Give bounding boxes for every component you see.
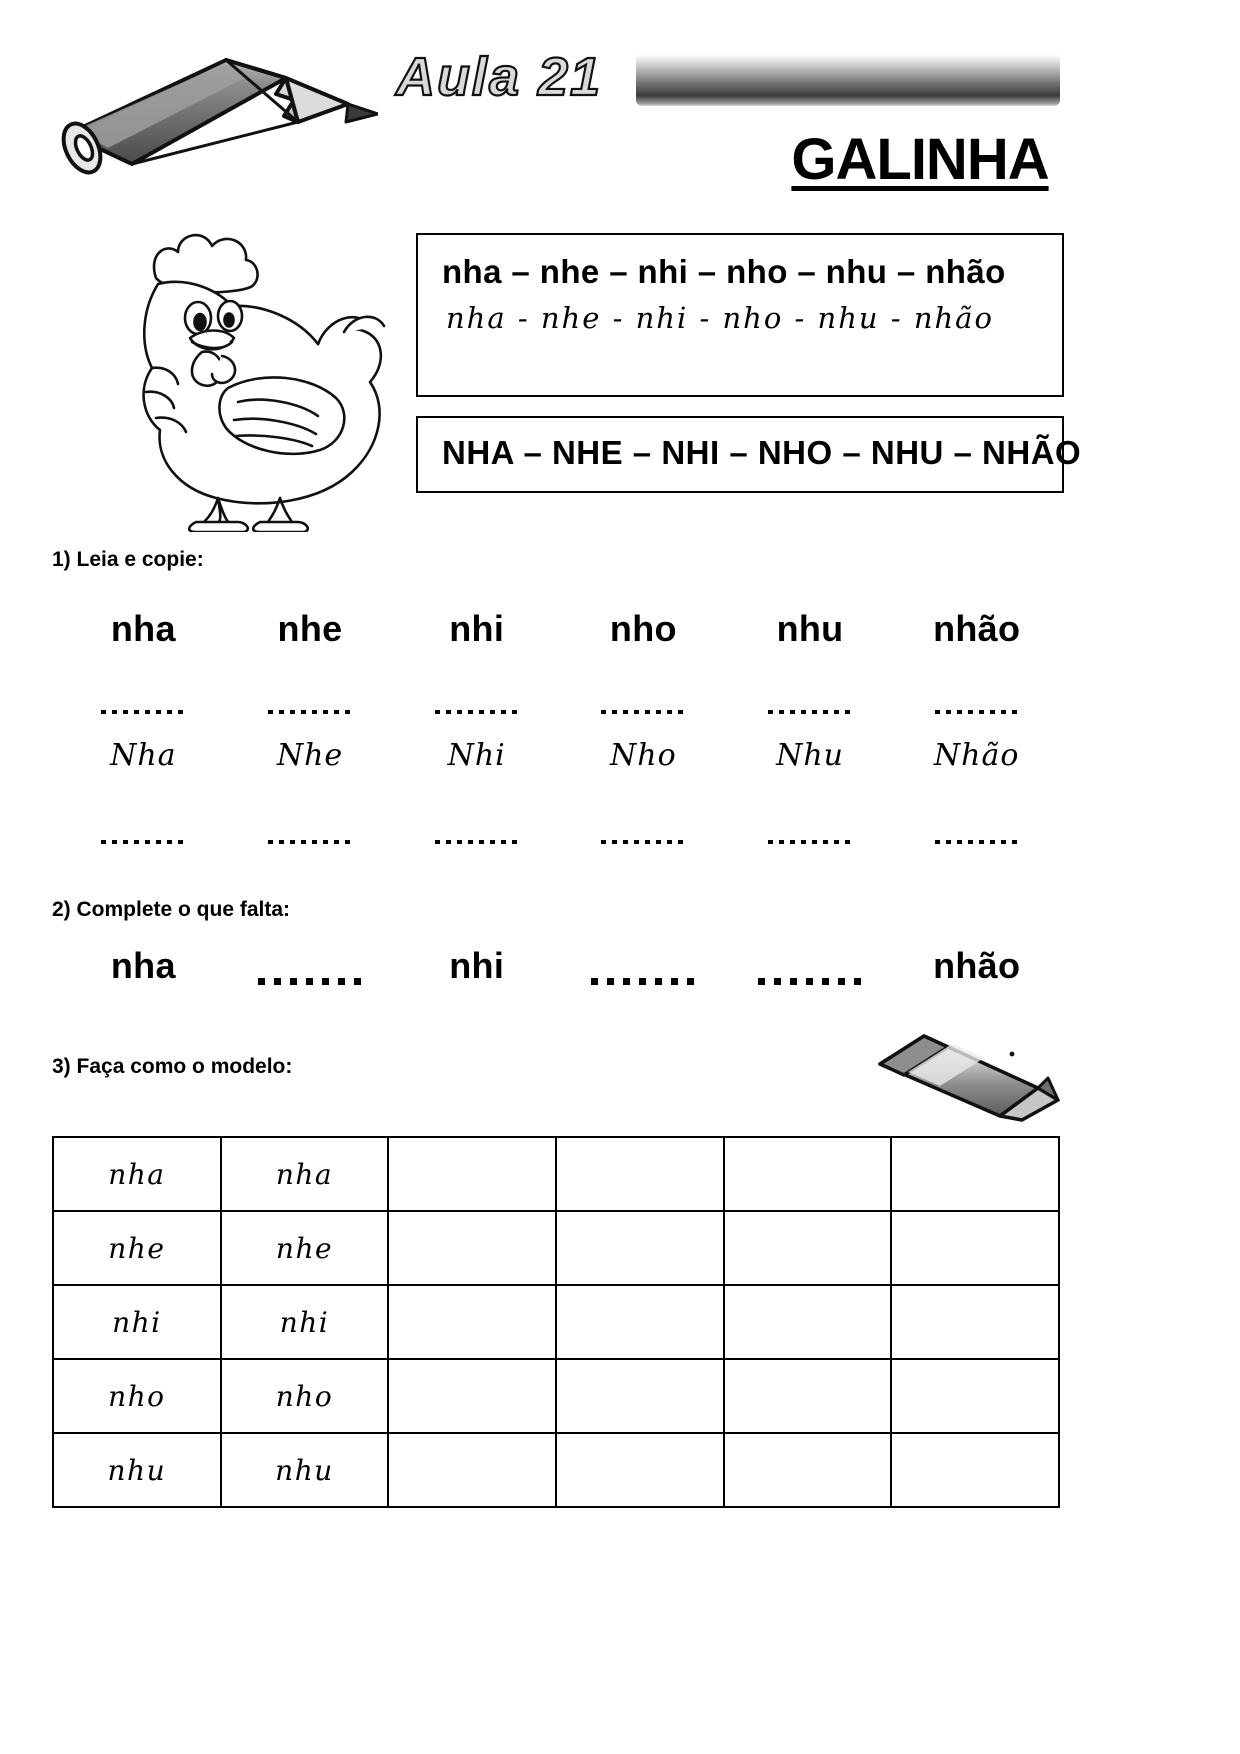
writing-line-cell[interactable] <box>60 700 227 724</box>
syllable-cell: nhi <box>449 945 505 986</box>
blank-cell[interactable] <box>724 1433 892 1507</box>
exercise-1-cursive-row <box>60 738 1060 784</box>
blank-answer-slot[interactable] <box>560 943 727 989</box>
syllable-cell: nhe <box>277 608 343 649</box>
blank-cell[interactable] <box>388 1285 556 1359</box>
blank-answer-slot[interactable] <box>727 943 894 989</box>
blank-cell[interactable] <box>891 1137 1059 1211</box>
cursive-syllable-cell: Nha <box>110 738 177 773</box>
dotted-writing-line <box>101 840 185 844</box>
model-cell: nhi <box>53 1285 221 1359</box>
blank-cell[interactable] <box>891 1211 1059 1285</box>
blank-cell[interactable] <box>556 1359 724 1433</box>
writing-line-cell[interactable] <box>727 830 894 854</box>
blank-cell[interactable] <box>556 1137 724 1211</box>
exercise-1-writing-line-row-1 <box>60 700 1060 724</box>
exercise-1-writing-line-row-2 <box>60 830 1060 854</box>
model-cell: nhu <box>221 1433 389 1507</box>
syllable-cell: nha <box>110 608 176 649</box>
syllable-print-uppercase: NHA – NHE – NHI – NHO – NHU – NHÃO <box>442 434 1082 471</box>
lesson-title: Aula 21 <box>395 47 603 107</box>
blank-cell[interactable] <box>388 1433 556 1507</box>
cursive-syllable-cell: Nhe <box>276 738 344 773</box>
writing-line-cell[interactable] <box>227 830 394 854</box>
blank-cell[interactable] <box>388 1137 556 1211</box>
blank-cell[interactable] <box>891 1433 1059 1507</box>
writing-line-cell[interactable] <box>560 830 727 854</box>
writing-line-cell[interactable] <box>560 700 727 724</box>
cursive-syllable-cell: Nhão <box>933 738 1020 773</box>
exercise-3-model-table <box>52 1136 1060 1508</box>
model-cell: nhi <box>221 1285 389 1359</box>
blank-cell[interactable] <box>388 1359 556 1433</box>
writing-line-cell[interactable] <box>60 830 227 854</box>
syllable-cell: nhu <box>776 608 844 649</box>
table-row <box>53 1211 1059 1285</box>
blank-cell[interactable] <box>891 1285 1059 1359</box>
blank-cell[interactable] <box>891 1359 1059 1433</box>
model-cell: nha <box>221 1137 389 1211</box>
table-row <box>53 1137 1059 1211</box>
table-row <box>53 1433 1059 1507</box>
syllable-print-lowercase: nha – nhe – nhi – nho – nhu – nhão <box>442 253 1006 290</box>
exercise-1-print-row <box>60 608 1060 658</box>
exercise-1-heading: 1) Leia e copie: <box>52 548 204 571</box>
dotted-answer-line <box>258 978 362 985</box>
syllable-cell: nho <box>609 608 677 649</box>
cursive-syllable-cell: Nhu <box>776 738 844 773</box>
syllable-cursive-lowercase: nha - nhe - nhi - nho - nhu - nhão <box>446 301 994 335</box>
syllable-cell: nhão <box>933 608 1021 649</box>
exercise-3-heading: 3) Faça como o modelo: <box>52 1055 293 1078</box>
dotted-writing-line <box>935 710 1019 714</box>
blank-cell[interactable] <box>724 1137 892 1211</box>
gray-banner-bar <box>636 54 1060 106</box>
model-cell: nha <box>53 1137 221 1211</box>
dotted-answer-line <box>758 978 862 985</box>
dotted-writing-line <box>768 710 852 714</box>
chicken-illustration <box>112 192 402 532</box>
writing-line-cell[interactable] <box>893 700 1060 724</box>
model-cell: nho <box>53 1359 221 1433</box>
dotted-writing-line <box>435 840 519 844</box>
dotted-writing-line <box>101 710 185 714</box>
model-cell: nhu <box>53 1433 221 1507</box>
blank-cell[interactable] <box>724 1211 892 1285</box>
syllable-box-uppercase <box>416 416 1082 493</box>
syllable-box-lowercase <box>416 233 1064 397</box>
blank-cell[interactable] <box>724 1359 892 1433</box>
exercise-2-heading: 2) Complete o que falta: <box>52 898 291 921</box>
writing-line-cell[interactable] <box>393 700 560 724</box>
blank-cell[interactable] <box>556 1433 724 1507</box>
dotted-writing-line <box>435 710 519 714</box>
exercise-2-row <box>60 938 1060 994</box>
page-title: GALINHA <box>791 127 1049 192</box>
table-row <box>53 1359 1059 1433</box>
model-cell: nho <box>221 1359 389 1433</box>
dotted-writing-line <box>601 710 685 714</box>
blank-cell[interactable] <box>556 1211 724 1285</box>
dotted-writing-line <box>768 840 852 844</box>
blank-answer-slot[interactable] <box>227 943 394 989</box>
pencil-icon <box>48 42 378 182</box>
writing-line-cell[interactable] <box>727 700 894 724</box>
table-row <box>53 1285 1059 1359</box>
blank-cell[interactable] <box>724 1285 892 1359</box>
writing-line-cell[interactable] <box>393 830 560 854</box>
writing-line-cell[interactable] <box>893 830 1060 854</box>
syllable-cell: nhi <box>449 608 505 649</box>
model-cell: nhe <box>221 1211 389 1285</box>
model-cell: nhe <box>53 1211 221 1285</box>
dotted-writing-line <box>268 710 352 714</box>
dotted-writing-line <box>935 840 1019 844</box>
dotted-writing-line <box>268 840 352 844</box>
writing-line-cell[interactable] <box>227 700 394 724</box>
cursive-syllable-cell: Nhi <box>447 738 506 773</box>
cursive-syllable-cell: Nho <box>610 738 677 773</box>
crayon-icon <box>862 1030 1062 1122</box>
page-header <box>0 0 1240 200</box>
syllable-cell: nhão <box>933 945 1021 986</box>
dotted-writing-line <box>601 840 685 844</box>
syllable-cell: nha <box>110 945 176 986</box>
dotted-answer-line <box>591 978 695 985</box>
blank-cell[interactable] <box>556 1285 724 1359</box>
blank-cell[interactable] <box>388 1211 556 1285</box>
